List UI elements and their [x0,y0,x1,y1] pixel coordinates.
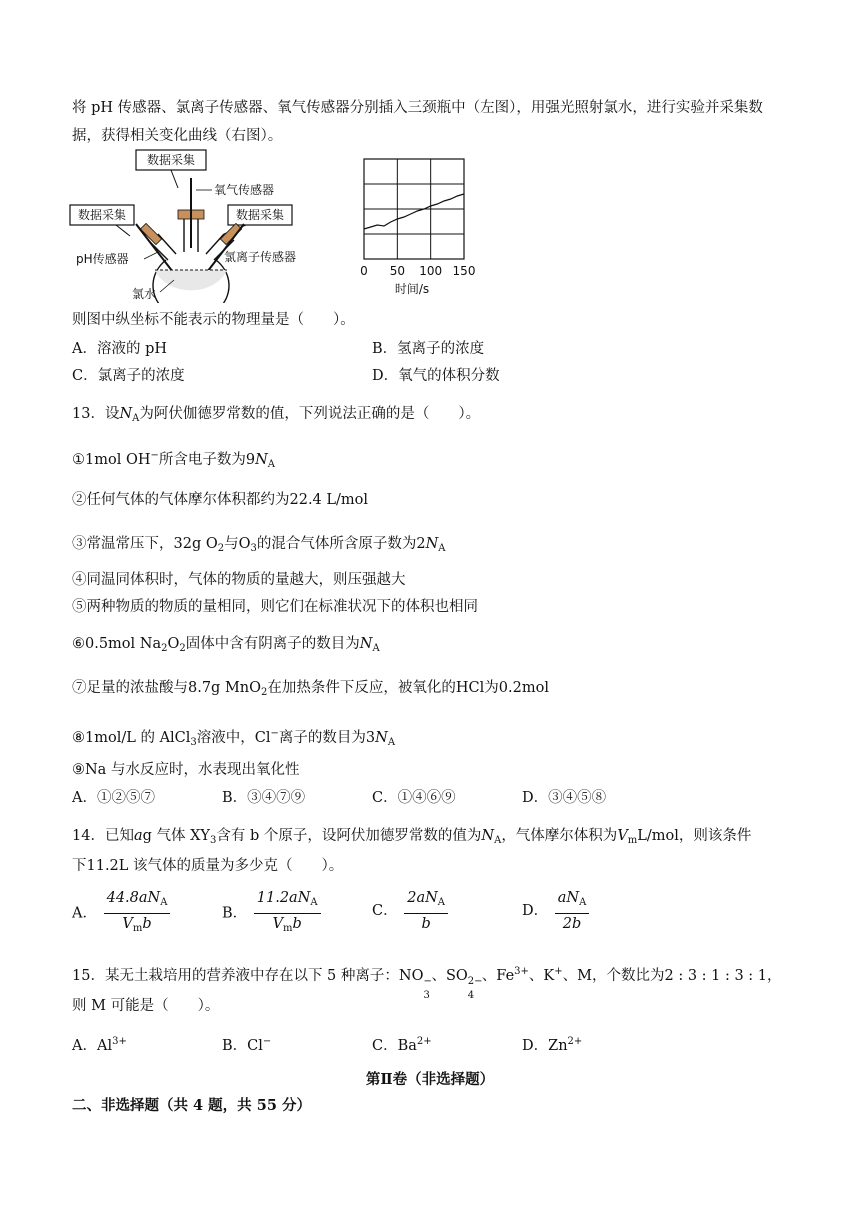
q13-option-b[interactable]: B．③④⑦⑨ [222,790,306,806]
part-two-heading: 二、非选择题（共 4 题，共 55 分） [72,1097,311,1114]
q13-statement-5: ⑤两种物质的物质的量相同，则它们在标准状况下的体积也相同 [72,599,478,615]
q14-option-c[interactable]: C． $\frac{2aN_A}{b}$ [372,888,450,934]
q12-option-b[interactable]: B．氢离子的浓度 [372,341,485,357]
q13-statement-9: ⑨Na 与水反应时，水表现出氧化性 [72,762,300,778]
q12-option-c[interactable]: C．氯离子的浓度 [72,368,185,384]
chart-grid [364,159,464,259]
q14-option-a[interactable]: A． $\frac{44.8aN_A}{V_mb}$ [72,888,172,939]
q14-option-b[interactable]: B． $\frac{11.2aN_A}{V_mb}$ [222,888,323,939]
right-data-box-label: 数据采集 [235,208,285,222]
left-data-box-label: 数据采集 [77,208,127,222]
chart-tick-label: 100 [419,264,443,278]
intro-line-2: 据，获得相关变化曲线（右图）。 [72,128,283,144]
q15-stem-line-2: 则 M 可能是（ ）。 [72,998,220,1014]
o2-sensor-label: 氧气传感器 [214,183,275,197]
q12-option-a[interactable]: A．溶液的 pH [72,341,168,357]
q13-statement-3: ③常温常压下，32g $O_2$与$O_3$的混合气体所含原子数为$2N_A$ [72,536,446,554]
chart-tick-labels [360,264,475,278]
chart-tick-label: 0 [360,264,368,278]
q14-stem-line-1: 14．已知ag 气体 $XY_3$含有 b 个原子，设阿伏加德罗常数的值为$N_A$，气体摩尔体积为$V_mL$/mol，则该条件 [72,828,752,846]
intro-line-1: 将 pH 传感器、氯离子传感器、氧气传感器分别插入三颈瓶中（左图），用强光照射氯水，进行实验并采集数 [72,100,763,116]
sensor-line-chart [350,155,480,300]
top-data-box-label: 数据采集 [146,153,196,167]
cl-sensor-label: 氯离子传感器 [224,250,297,264]
q12-option-d[interactable]: D．氧气的体积分数 [372,368,500,384]
q13-statement-4: ④同温同体积时，气体的物质的量越大，则压强越大 [72,572,406,588]
q15-option-b[interactable]: B．Cl− [222,1036,272,1054]
chart-tick-label: 150 [452,264,476,278]
q14-option-d[interactable]: D． $\frac{aN_A}{2b}$ [522,888,591,934]
chart-tick-label: 50 [389,264,405,278]
q13-stem: 13．设$N_A$为阿伏伽德罗常数的值，下列说法正确的是（ ）。 [72,406,481,424]
q13-statement-7: ⑦足量的浓盐酸与8.7g MnO$_2$在加热条件下反应，被氧化的HCl为0.2mol [72,680,549,698]
q12-stem: 则图中纵坐标不能表示的物理量是（ ）。 [72,312,355,328]
q13-option-a[interactable]: A．①②⑤⑦ [72,790,155,806]
ph-sensor-label: pH传感器 [76,252,129,266]
apparatus-diagram [66,148,326,303]
chart-series-line [364,194,464,229]
q14-stem-line-2: 下11.2L 该气体的质量为多少克（ ）。 [72,858,344,874]
q13-statement-2: ②任何气体的气体摩尔体积都约为22.4 L/mol [72,492,369,508]
q13-statement-8: ⑧1mol/L 的 AlCl$_3$溶液中，Cl−离子的数目为$3N_A$ [72,728,396,748]
volume-two-heading: 第Ⅱ卷（非选择题） [365,1071,495,1088]
chlorine-water-label: 氯水 [132,287,157,301]
q15-option-d[interactable]: D．$Zn^{2+}$ [522,1036,583,1054]
q13-statement-6: ⑥0.5mol $Na_2O_2$固体中含有阴离子的数目为$N_A$ [72,636,380,654]
q13-statement-1: ①1mol OH−所含电子数为$9N_A$ [72,450,276,470]
q13-option-c[interactable]: C．①④⑥⑨ [372,790,456,806]
chart-xlabel: 时间/s [394,282,430,296]
q15-stem-line-1: 15．某无土栽培用的营养液中存在以下 5 种离子：NO − 3 、SO 2− 4 、$Fe^{3+}$、K+、M，个数比为2 : 3 : 1 : 3 : 1， [72,966,782,1001]
q13-option-d[interactable]: D．③④⑤⑧ [522,790,607,806]
q15-option-a[interactable]: A．$Al^{3+}$ [72,1036,127,1054]
q15-option-c[interactable]: C．$Ba^{2+}$ [372,1036,432,1054]
